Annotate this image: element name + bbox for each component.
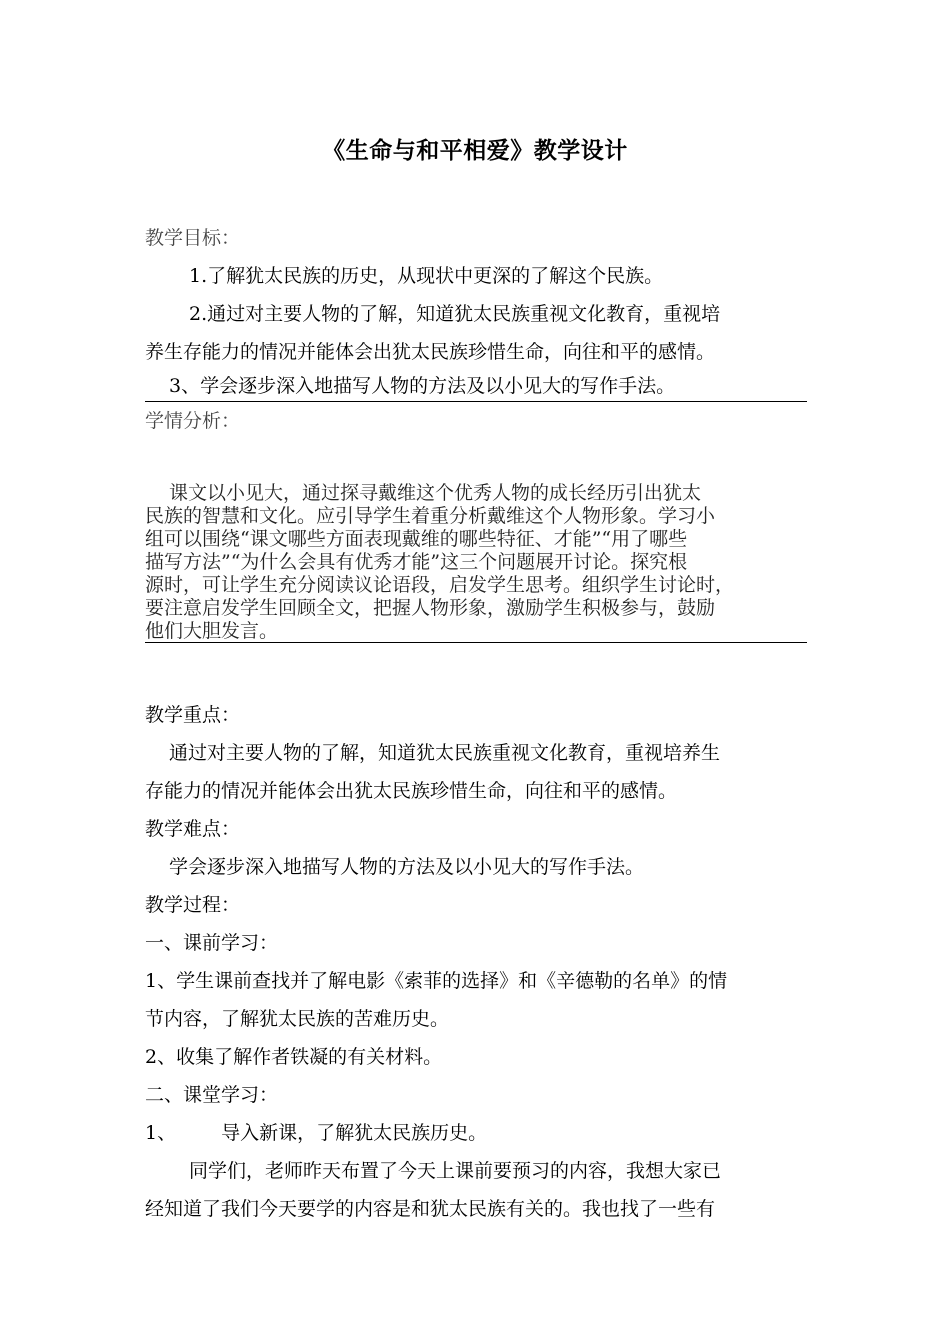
analysis-line: 组可以围绕“课文哪些方面表现戴维的哪些特征、才能”“用了哪些 xyxy=(145,528,688,550)
pre-class-item-1-line-2: 节内容，了解犹太民族的苦难历史。 xyxy=(145,1008,450,1030)
analysis-line: 源时，可让学生充分阅读议论语段，启发学生思考。组织学生讨论时， xyxy=(145,574,735,596)
in-class-heading: 二、课堂学习： xyxy=(145,1084,279,1106)
process-heading: 教学过程： xyxy=(145,894,241,916)
analysis-section xyxy=(145,402,807,440)
analysis-line: 课文以小见大，通过探寻戴维这个优秀人物的成长经历引出犹太 xyxy=(169,482,702,504)
document-title: 《生命与和平相爱》教学设计 xyxy=(322,137,628,164)
main-content xyxy=(145,696,807,1228)
key-points-line-2: 存能力的情况并能体会出犹太民族珍惜生命，向往和平的感情。 xyxy=(145,780,678,802)
objectives-section xyxy=(145,219,807,402)
objective-item-3: 3、学会逐步深入地描写人物的方法及以小见大的写作手法。 xyxy=(169,375,676,397)
pre-class-item-2: 2、收集了解作者铁凝的有关材料。 xyxy=(145,1046,443,1068)
key-points-heading: 教学重点： xyxy=(145,704,241,726)
difficulties-heading: 教学难点： xyxy=(145,818,241,840)
analysis-line: 他们大胆发言。 xyxy=(145,620,279,642)
analysis-line: 要注意启发学生回顾全文，把握人物形象，激励学生积极参与，鼓励 xyxy=(145,597,716,619)
key-points-line-1: 通过对主要人物的了解，知道犹太民族重视文化教育，重视培养生 xyxy=(169,742,721,764)
difficulties-line-1: 学会逐步深入地描写人物的方法及以小见大的写作手法。 xyxy=(169,856,645,878)
in-class-step-1 xyxy=(145,1114,807,1152)
in-class-paragraph-line-2: 经知道了我们今天要学的内容是和犹太民族有关的。我也找了一些有 xyxy=(145,1198,716,1220)
analysis-paragraph xyxy=(145,482,807,643)
step-number: 1、 xyxy=(145,1122,177,1144)
analysis-heading: 学情分析： xyxy=(145,410,241,432)
pre-class-heading: 一、课前学习： xyxy=(145,932,279,954)
in-class-paragraph-line-1: 同学们，老师昨天布置了今天上课前要预习的内容，我想大家已 xyxy=(189,1160,722,1182)
objective-item-2-line-1: 2.通过对主要人物的了解，知道犹太民族重视文化教育，重视培 xyxy=(189,303,721,325)
analysis-line: 描写方法”“为什么会具有优秀才能”这三个问题展开讨论。探究根 xyxy=(145,551,688,573)
analysis-line: 民族的智慧和文化。应引导学生着重分析戴维这个人物形象。学习小 xyxy=(145,505,716,527)
objectives-heading: 教学目标： xyxy=(145,227,241,249)
pre-class-item-1-line-1: 1、学生课前查找并了解电影《索菲的选择》和《辛德勒的名单》的情 xyxy=(145,970,728,992)
objective-item-2-line-2: 养生存能力的情况并能体会出犹太民族珍惜生命，向往和平的感情。 xyxy=(145,341,716,363)
step-text: 导入新课，了解犹太民族历史。 xyxy=(221,1122,488,1144)
objective-item-1: 1.了解犹太民族的历史，从现状中更深的了解这个民族。 xyxy=(189,265,664,287)
